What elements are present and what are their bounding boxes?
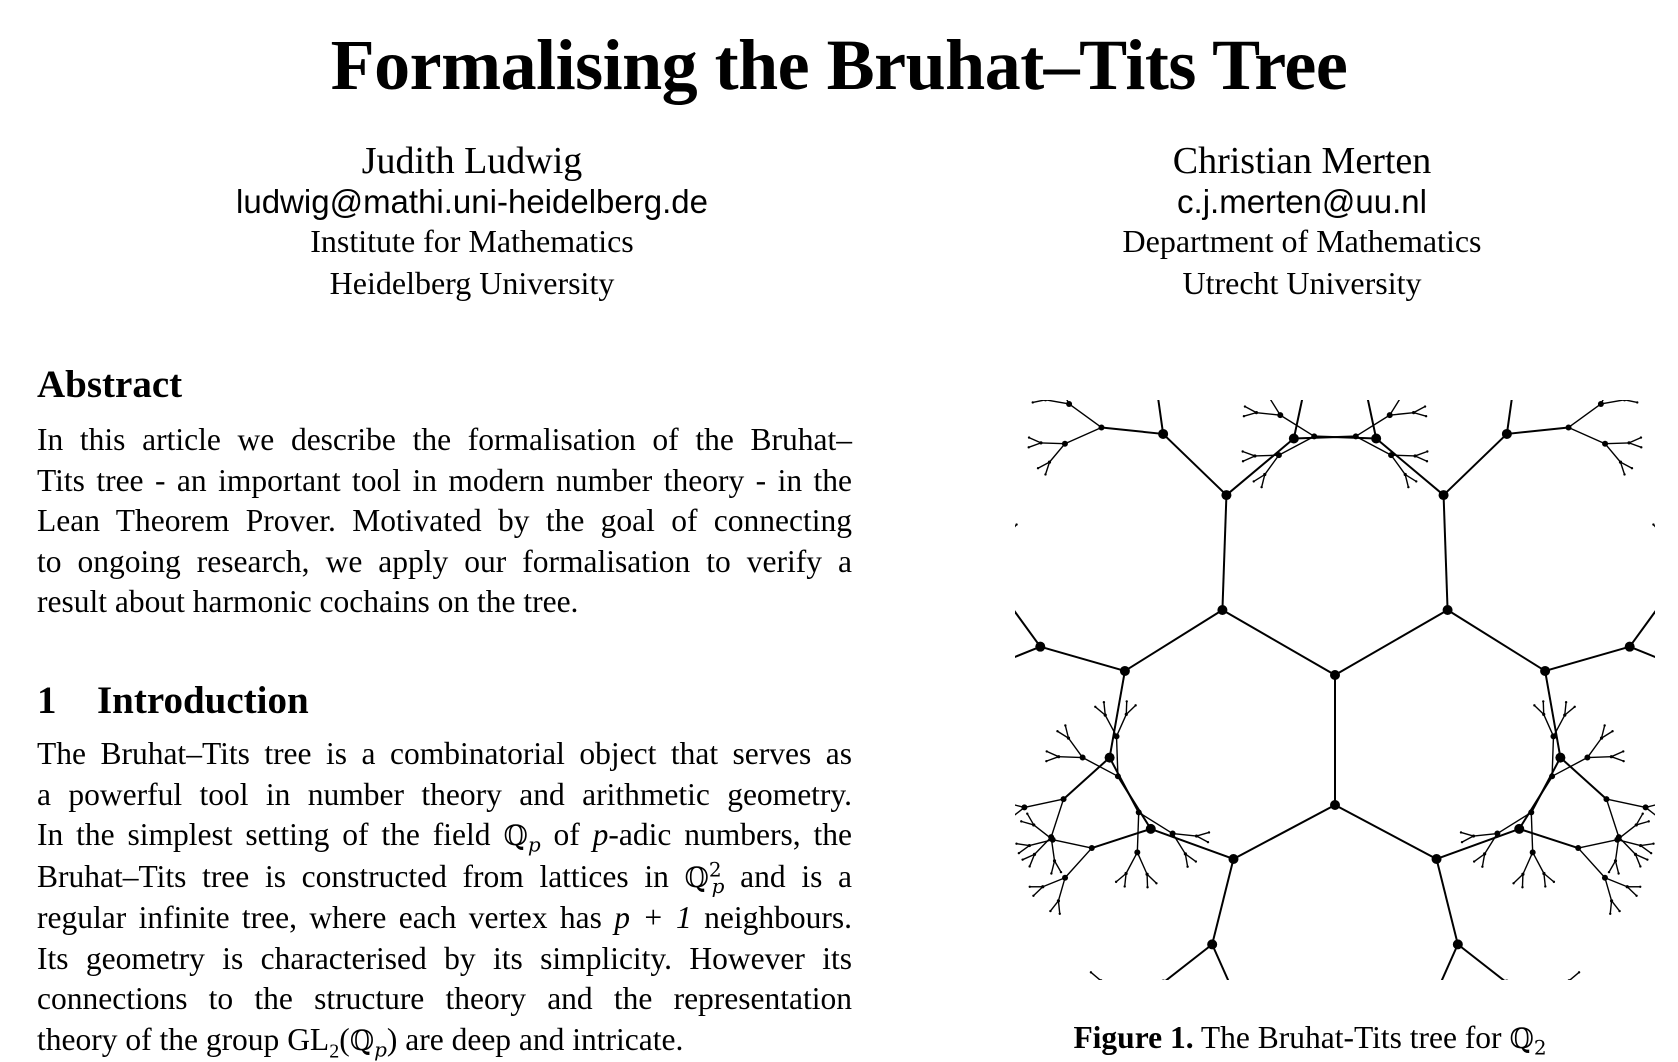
tree-vertex bbox=[1037, 467, 1039, 469]
tree-vertex bbox=[1533, 704, 1535, 706]
tree-edge bbox=[1126, 852, 1137, 873]
tree-edge bbox=[1544, 874, 1545, 887]
tree-vertex bbox=[1425, 415, 1427, 417]
tree-vertex bbox=[1260, 486, 1262, 488]
tree-edge bbox=[1587, 738, 1601, 757]
tree-vertex bbox=[1103, 701, 1105, 703]
tree-edge bbox=[1578, 848, 1605, 878]
author-university: Heidelberg University bbox=[172, 262, 772, 304]
tree-vertex bbox=[1542, 700, 1544, 702]
tree-edge bbox=[1046, 757, 1058, 761]
tree-edge bbox=[1243, 452, 1255, 456]
bruhat-tits-tree-figure bbox=[1015, 400, 1655, 980]
author-block-1 bbox=[172, 138, 772, 304]
tree-edge bbox=[1125, 610, 1223, 671]
tree-vertex bbox=[1330, 670, 1340, 680]
tree-edge bbox=[1611, 751, 1623, 756]
tree-edge bbox=[1544, 874, 1554, 882]
tree-vertex bbox=[1652, 523, 1654, 525]
tree-edge bbox=[1625, 400, 1638, 402]
tree-vertex bbox=[1018, 852, 1020, 854]
tree-edge bbox=[1560, 758, 1606, 799]
tree-edge bbox=[1047, 751, 1059, 756]
tree-edge bbox=[1163, 944, 1212, 980]
tree-edge bbox=[1051, 799, 1063, 837]
tree-edge bbox=[1444, 434, 1507, 495]
tree-edge bbox=[1444, 495, 1448, 610]
intro-line bbox=[37, 898, 852, 939]
tree-edge bbox=[1045, 400, 1069, 404]
tree-edge bbox=[1163, 434, 1226, 495]
abstract-line: Lean Theorem Prover. Motivated by the goal of connecting bbox=[37, 501, 852, 542]
tree-vertex bbox=[1648, 820, 1650, 822]
tree-edge bbox=[1569, 427, 1606, 443]
tree-edge bbox=[1534, 705, 1543, 714]
introduction-text bbox=[37, 734, 852, 1061]
tree-edge bbox=[1415, 452, 1427, 456]
tree-edge bbox=[1255, 455, 1279, 456]
tree-edge bbox=[1244, 413, 1256, 417]
tree-vertex bbox=[1460, 831, 1462, 833]
tree-edge bbox=[1462, 836, 1473, 842]
tree-edge bbox=[1154, 400, 1163, 434]
intro-line: a powerful tool in number theory and arithmetic geometry. bbox=[37, 775, 852, 816]
figure-caption bbox=[1000, 1018, 1620, 1059]
tree-vertex bbox=[1646, 858, 1648, 860]
author-name: Judith Ludwig bbox=[172, 138, 772, 184]
tree-vertex bbox=[1045, 760, 1047, 762]
tree-vertex bbox=[1424, 405, 1426, 407]
tree-vertex bbox=[1611, 730, 1613, 732]
tree-edge bbox=[1485, 834, 1498, 854]
author-department: Institute for Mathematics bbox=[172, 220, 772, 262]
author-email: c.j.merten@uu.nl bbox=[1002, 184, 1602, 220]
tree-vertex bbox=[1640, 446, 1642, 448]
tree-edge bbox=[1126, 705, 1135, 714]
intro-line bbox=[37, 857, 852, 899]
tree-vertex bbox=[1046, 750, 1048, 752]
tree-edge bbox=[1519, 829, 1578, 848]
tree-edge bbox=[1033, 400, 1046, 402]
tree-vertex bbox=[1126, 700, 1128, 702]
tree-vertex bbox=[1015, 843, 1017, 845]
tree-edge bbox=[1376, 439, 1443, 496]
intro-line: The Bruhat–Tits tree is a combinatorial object that serves as bbox=[37, 734, 852, 775]
tree-edge bbox=[1069, 404, 1101, 428]
tree-vertex bbox=[1603, 724, 1605, 726]
tree-vertex bbox=[1244, 405, 1246, 407]
figure-label: Figure 1. bbox=[1073, 1020, 1193, 1055]
tree-edge bbox=[1226, 439, 1293, 496]
math-GL2-Qp: $GL_2(ℚ_p)$ bbox=[287, 1022, 397, 1057]
tree-edge bbox=[1611, 757, 1623, 761]
tree-edge bbox=[1544, 714, 1554, 736]
tree-vertex bbox=[1574, 706, 1576, 708]
tree-vertex bbox=[1028, 446, 1030, 448]
tree-edge bbox=[1605, 878, 1627, 887]
tree-edge bbox=[1615, 861, 1618, 874]
tree-vertex bbox=[1578, 971, 1580, 973]
tree-edge bbox=[1606, 799, 1645, 807]
tree-edge bbox=[1033, 887, 1042, 896]
tree-vertex bbox=[1029, 886, 1031, 888]
figure-field: ℚ$_2$ bbox=[1509, 1022, 1546, 1055]
tree-vertex bbox=[1090, 971, 1092, 973]
tree-vertex bbox=[1609, 913, 1611, 915]
tree-vertex bbox=[1028, 865, 1030, 867]
tree-edge bbox=[1015, 802, 1024, 808]
tree-vertex bbox=[1608, 871, 1610, 873]
tree-edge bbox=[1578, 840, 1617, 848]
tree-edge bbox=[1024, 799, 1063, 807]
math-p-plus-1: p + 1 bbox=[614, 900, 692, 935]
tree-edge bbox=[1015, 597, 1040, 647]
tree-edge bbox=[1212, 944, 1237, 980]
tree-vertex bbox=[1155, 882, 1157, 884]
tree-edge bbox=[1335, 610, 1448, 675]
tree-edge bbox=[1015, 647, 1040, 670]
tree-edge bbox=[1601, 400, 1625, 404]
tree-edge bbox=[1609, 861, 1616, 872]
tree-edge bbox=[1233, 805, 1335, 859]
tree-vertex bbox=[1553, 881, 1555, 883]
tree-edge bbox=[1173, 834, 1186, 854]
tree-edge bbox=[1617, 840, 1640, 846]
tree-edge bbox=[1051, 861, 1054, 874]
tree-vertex bbox=[1044, 473, 1046, 475]
tree-edge bbox=[1533, 852, 1544, 873]
tree-vertex bbox=[1461, 841, 1463, 843]
tree-vertex bbox=[1617, 872, 1619, 874]
tree-edge bbox=[1569, 972, 1579, 980]
tree-vertex bbox=[1195, 860, 1197, 862]
tree-edge bbox=[1058, 901, 1059, 914]
tree-edge bbox=[1523, 852, 1533, 874]
tree-vertex bbox=[1622, 760, 1624, 762]
tree-vertex bbox=[1473, 860, 1475, 862]
tree-edge bbox=[1448, 610, 1546, 671]
tree-edge bbox=[1627, 887, 1636, 896]
tree-edge bbox=[1507, 400, 1516, 434]
author-email: ludwig@mathi.uni-heidelberg.de bbox=[172, 184, 772, 220]
tree-edge bbox=[1565, 707, 1575, 715]
tree-edge bbox=[1619, 837, 1636, 854]
text-run: and is a bbox=[724, 859, 852, 894]
tree-edge bbox=[1473, 834, 1497, 837]
tree-edge bbox=[1630, 647, 1655, 670]
tree-edge bbox=[1125, 874, 1126, 887]
tree-edge bbox=[1058, 878, 1065, 901]
tree-vertex bbox=[1020, 820, 1022, 822]
tree-vertex bbox=[1622, 750, 1624, 752]
tree-vertex bbox=[1134, 849, 1140, 855]
text-run: theory of the group bbox=[37, 1022, 287, 1057]
tree-vertex bbox=[1207, 841, 1209, 843]
tree-edge bbox=[1414, 413, 1426, 417]
tree-edge bbox=[1461, 832, 1473, 836]
tree-edge bbox=[1433, 944, 1458, 980]
text-run: Bruhat–Tits tree is constructed from lattices in bbox=[37, 859, 685, 894]
tree-vertex bbox=[1565, 701, 1567, 703]
tree-edge bbox=[1256, 413, 1280, 416]
tree-edge bbox=[1545, 647, 1630, 671]
tree-vertex bbox=[1618, 910, 1620, 912]
tree-edge bbox=[1197, 832, 1209, 836]
tree-edge bbox=[1646, 802, 1655, 808]
tree-edge bbox=[1017, 844, 1030, 846]
intro-line: connections to the structure theory and the representation bbox=[37, 979, 852, 1020]
tree-vertex bbox=[1635, 895, 1637, 897]
tree-edge bbox=[1629, 438, 1641, 443]
tree-vertex bbox=[1064, 724, 1066, 726]
tree-vertex bbox=[1060, 871, 1062, 873]
tree-edge bbox=[1147, 874, 1156, 883]
paper-title: Formalising the Bruhat–Tits Tree bbox=[0, 22, 1678, 108]
tree-edge bbox=[1605, 444, 1620, 462]
tree-vertex bbox=[1056, 730, 1058, 732]
tree-vertex bbox=[1115, 881, 1117, 883]
tree-edge bbox=[1110, 758, 1139, 813]
tree-edge bbox=[1437, 829, 1520, 859]
author-university: Utrecht University bbox=[1002, 262, 1602, 304]
tree-edge bbox=[1029, 443, 1041, 447]
tree-vertex bbox=[1652, 843, 1654, 845]
tree-edge bbox=[1245, 407, 1256, 413]
tree-vertex bbox=[1134, 704, 1136, 706]
abstract-heading: Abstract bbox=[37, 362, 182, 408]
tree-edge bbox=[1092, 829, 1151, 848]
tree-edge bbox=[1414, 407, 1425, 413]
tree-edge bbox=[1243, 456, 1255, 461]
tree-edge bbox=[1630, 597, 1655, 647]
tree-vertex bbox=[1415, 480, 1417, 482]
tree-edge bbox=[1049, 444, 1064, 462]
tree-edge bbox=[1415, 456, 1427, 461]
author-department: Department of Mathematics bbox=[1002, 220, 1602, 262]
tree-edge bbox=[1091, 972, 1101, 980]
tree-vertex bbox=[1032, 401, 1034, 403]
tree-edge bbox=[1653, 525, 1655, 535]
text-run: of bbox=[541, 817, 593, 852]
tree-edge bbox=[1104, 702, 1105, 715]
text-run: are deep and intricate. bbox=[397, 1022, 683, 1057]
section-heading-introduction bbox=[37, 678, 309, 724]
tree-edge bbox=[1565, 702, 1566, 715]
tree-vertex bbox=[1530, 849, 1536, 855]
tree-vertex bbox=[1050, 872, 1052, 874]
tree-edge bbox=[1605, 878, 1612, 901]
tree-edge bbox=[1197, 836, 1208, 842]
tree-edge bbox=[1035, 837, 1052, 854]
tree-edge bbox=[1268, 400, 1281, 415]
tree-edge bbox=[1531, 758, 1560, 813]
tree-edge bbox=[1041, 443, 1065, 444]
tree-edge bbox=[1390, 400, 1403, 415]
tree-edge bbox=[1053, 840, 1092, 848]
tree-edge bbox=[1294, 400, 1307, 439]
tree-vertex bbox=[1094, 706, 1096, 708]
math-p: p bbox=[593, 817, 609, 852]
tree-edge bbox=[1606, 799, 1618, 837]
tree-edge bbox=[1019, 846, 1030, 854]
tree-edge bbox=[1514, 874, 1523, 883]
tree-edge bbox=[1055, 861, 1062, 872]
tree-edge bbox=[1437, 859, 1458, 944]
tree-vertex bbox=[1650, 852, 1652, 854]
intro-line bbox=[37, 815, 852, 857]
tree-edge bbox=[1029, 840, 1052, 846]
tree-edge bbox=[1507, 427, 1569, 433]
tree-edge bbox=[1222, 610, 1335, 675]
author-block-2 bbox=[1002, 138, 1602, 304]
tree-vertex bbox=[1123, 885, 1125, 887]
tree-edge bbox=[1212, 859, 1233, 944]
tree-vertex bbox=[1481, 865, 1483, 867]
math-Qp: ℚ$_p$ bbox=[503, 819, 540, 852]
tree-edge bbox=[1050, 901, 1058, 911]
tree-edge bbox=[1065, 427, 1102, 443]
section-number: 1 bbox=[37, 678, 97, 724]
tree-vertex bbox=[1639, 886, 1641, 888]
tree-edge bbox=[1612, 901, 1620, 911]
tree-vertex bbox=[1208, 831, 1210, 833]
tree-edge bbox=[1029, 438, 1041, 443]
tree-edge bbox=[1101, 427, 1163, 433]
tree-vertex bbox=[1642, 812, 1644, 814]
intro-line: Its geometry is characterised by its simplicity. However its bbox=[37, 939, 852, 980]
tree-vertex bbox=[1253, 480, 1255, 482]
tree-vertex bbox=[1241, 450, 1243, 452]
tree-edge bbox=[1390, 413, 1414, 416]
tree-vertex bbox=[1059, 913, 1061, 915]
tree-vertex bbox=[1426, 450, 1428, 452]
tree-vertex bbox=[1026, 812, 1028, 814]
tree-edge bbox=[1137, 812, 1138, 852]
tree-edge bbox=[1151, 829, 1234, 859]
tree-edge bbox=[1587, 757, 1611, 758]
tree-edge bbox=[1116, 874, 1126, 882]
abstract-line: Tits tree - an important tool in modern number theory - in the bbox=[37, 461, 852, 502]
tree-edge bbox=[1043, 878, 1065, 887]
tree-edge bbox=[1569, 404, 1601, 428]
text-run: -adic numbers, the bbox=[608, 817, 852, 852]
tree-edge bbox=[1015, 525, 1017, 535]
tree-vertex bbox=[1639, 865, 1641, 867]
tree-edge bbox=[1605, 443, 1629, 444]
tree-edge bbox=[1040, 647, 1125, 671]
tree-edge bbox=[1363, 400, 1376, 439]
tree-edge bbox=[1117, 714, 1127, 736]
abstract-line: In this article we describe the formalisation of the Bruhat– bbox=[37, 420, 852, 461]
intro-line bbox=[37, 1020, 852, 1062]
section-title: Introduction bbox=[97, 679, 309, 722]
tree-edge bbox=[1531, 812, 1532, 852]
author-name: Christian Merten bbox=[1002, 138, 1602, 184]
tree-edge bbox=[1629, 443, 1641, 447]
tree-edge bbox=[1137, 852, 1147, 874]
abstract-line: result about harmonic cochains on the tree. bbox=[37, 582, 852, 623]
tree-vertex bbox=[1146, 886, 1148, 888]
text-run: regular infinite tree, where each vertex has bbox=[37, 900, 614, 935]
text-run: neighbours. bbox=[692, 900, 852, 935]
tree-vertex bbox=[1049, 910, 1051, 912]
tree-edge bbox=[1068, 738, 1082, 757]
abstract-line: to ongoing research, we apply our formalisation to verify a bbox=[37, 542, 852, 583]
tree-edge bbox=[1065, 848, 1092, 878]
tree-vertex bbox=[1407, 486, 1409, 488]
tree-edge bbox=[1095, 707, 1105, 715]
tree-edge bbox=[1222, 495, 1226, 610]
tree-vertex bbox=[1636, 401, 1638, 403]
tree-vertex bbox=[1015, 523, 1017, 525]
figure-caption-text: The Bruhat-Tits tree for bbox=[1194, 1020, 1510, 1055]
tree-vertex bbox=[1021, 858, 1023, 860]
tree-edge bbox=[1335, 805, 1437, 859]
tree-vertex bbox=[1521, 886, 1523, 888]
tree-vertex bbox=[1028, 436, 1030, 438]
tree-edge bbox=[1641, 844, 1654, 846]
tree-vertex bbox=[1186, 865, 1188, 867]
abstract-text bbox=[37, 420, 852, 623]
tree-vertex bbox=[1623, 473, 1625, 475]
tree-vertex bbox=[1032, 895, 1034, 897]
tree-vertex bbox=[1243, 415, 1245, 417]
tree-vertex bbox=[1640, 436, 1642, 438]
tree-edge bbox=[1173, 834, 1197, 837]
tree-vertex bbox=[1544, 885, 1546, 887]
tree-vertex bbox=[1242, 460, 1244, 462]
math-Qp-squared: ℚ$^2_p$ bbox=[685, 861, 725, 894]
tree-edge bbox=[1641, 846, 1652, 854]
tree-edge bbox=[1064, 758, 1110, 799]
tree-edge bbox=[1458, 944, 1507, 980]
tree-vertex bbox=[1426, 460, 1428, 462]
tree-vertex bbox=[1512, 882, 1514, 884]
tree-edge bbox=[1059, 757, 1083, 758]
tree-edge bbox=[1610, 901, 1611, 914]
tree-vertex bbox=[1631, 467, 1633, 469]
text-run: In the simplest setting of the field bbox=[37, 817, 503, 852]
